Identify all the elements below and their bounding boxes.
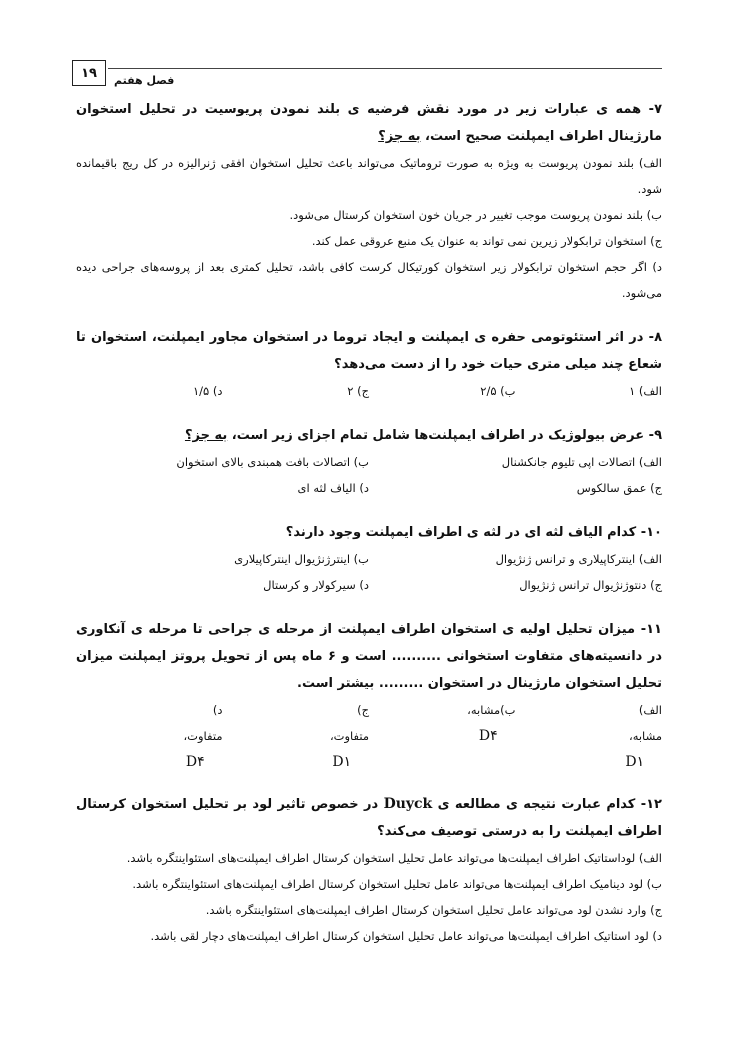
question-7-except: به جز؟: [378, 129, 421, 144]
chapter-title: فصل هفتم: [114, 74, 175, 87]
option-11b: [369, 697, 516, 775]
option-9a: الف) اتصالات اپی تلیوم جانکشنال: [501, 455, 662, 469]
option-9b: ب) اتصالات بافت همبندی بالای استخوان: [176, 455, 369, 469]
option-9c: ج) عمق سالکوس: [576, 481, 662, 495]
option-11c-code: D۱: [332, 754, 352, 770]
option-12d: د) لود استاتیک اطراف ایمپلنت‌ها می‌تواند عامل تحلیل استخوان کرستال اطراف ایمپلنت‌های دچار لقی باشد.: [150, 929, 662, 943]
question-9-except: به جز؟: [184, 428, 228, 443]
option-11c-label: ج) متفاوت،: [329, 703, 369, 743]
question-7: [76, 96, 662, 150]
option-7d: د) اگر حجم استخوان ترابکولار زیر استخوان کورتیکال کرست کافی باشد، تحلیل کمتری بعد از پروسه‌های جراحی دیده می‌شود.: [76, 260, 662, 300]
option-11b-label: ب)مشابه،: [467, 703, 516, 717]
page-number: ۱۹: [72, 60, 106, 86]
question-12-stem-a: ۱۲- کدام عبارت نتیجه ی مطالعه ی: [437, 797, 662, 812]
questions: [76, 96, 662, 949]
question-9: [76, 422, 662, 449]
option-8c: ج) ۲: [347, 384, 369, 398]
header-rule: [108, 68, 662, 69]
option-11d-code: D۴: [185, 754, 205, 770]
question-12-stem-b: در خصوص تاثیر لود بر تحلیل استخوان کرستال اطراف ایمپلنت را به درستی توصیف می‌کند؟: [76, 797, 662, 839]
question-12: [76, 791, 662, 845]
option-10b: ب) اینترژنژیوال اینترکاپیلاری: [234, 552, 369, 566]
option-11b-code: D۴: [478, 728, 498, 744]
question-10: ۱۰- کدام الیاف لثه ای در لثه ی اطراف ایمپلنت وجود دارند؟: [285, 525, 662, 540]
option-9d: د) الیاف لثه ای: [297, 481, 369, 495]
question-8: ۸- در اثر استئوتومی حفره ی ایمپلنت و ایجاد تروما در استخوان مجاور ایمپلنت، استخوان تا شعاع چند میلی متری حیات خود را از دست می‌دهد؟: [76, 330, 662, 372]
option-11d-label: د) متفاوت،: [183, 703, 223, 743]
option-11a: [516, 697, 663, 775]
option-10a: الف) اینترکاپیلاری و ترانس ژنژیوال: [495, 552, 662, 566]
question-11: ۱۱- میزان تحلیل اولیه ی استخوان اطراف ایمپلنت از مرحله ی جراحی تا مرحله ی آنکاوری در دانسیته‌های متفاوت استخوانی .......... است و ۶ ماه پس از تحویل پروتز ایمپلنت میزان تحلیل استخوان مارژینال در استخوان ......... بیشتر است.: [76, 622, 662, 691]
option-11a-label: الف) مشابه،: [628, 703, 662, 743]
option-7c: ج) استخوان ترابکولار زیرین نمی تواند به عنوان یک منبع عروقی عمل کند.: [311, 234, 662, 248]
options-10: [76, 546, 662, 598]
options-8: [76, 378, 662, 404]
option-12c: ج) وارد نشدن لود می‌تواند عامل تحلیل استخوان کرستال اطراف ایمپلنت‌های استئواینتگره باشد.: [205, 903, 662, 917]
option-8d: د) ۱/۵: [193, 384, 223, 398]
question-7-stem: ۷- همه ی عبارات زیر در مورد نقش فرضیه ی بلند نمودن پریوسیت در تحلیل استخوان مارژینال اطراف ایمپلنت صحیح است،: [76, 102, 662, 144]
option-7a: الف) بلند نمودن پریوست به ویژه به صورت تروماتیک می‌تواند باعث تحلیل استخوان افقی ژنرالیزه در کل ریج باقیمانده شود.: [76, 156, 662, 196]
option-11c: [223, 697, 370, 775]
option-12b: ب) لود دینامیک اطراف ایمپلنت‌ها می‌تواند عامل تحلیل استخوان کرستال اطراف ایمپلنت‌های استئواینتگره باشد.: [132, 877, 662, 891]
option-10d: د) سیرکولار و کرستال: [263, 578, 369, 592]
option-12a: الف) لوداستاتیک اطراف ایمپلنت‌ها می‌تواند عامل تحلیل استخوان کرستال اطراف ایمپلنت‌های استئواینتگره باشد.: [126, 851, 662, 865]
option-7b: ب) بلند نمودن پریوست موجب تغییر در جریان خون استخوان کرستال می‌شود.: [289, 208, 662, 222]
question-9-stem: ۹- عرض بیولوژیک در اطراف ایمپلنت‌ها شامل تمام اجزای زیر است،: [231, 428, 662, 443]
option-8b: ب) ۲/۵: [480, 384, 516, 398]
page-header: [72, 58, 662, 92]
option-11a-code: D۱: [625, 754, 645, 770]
options-9: [76, 449, 662, 501]
option-8a: الف) ۱: [629, 384, 662, 398]
option-10c: ج) دنتوژنژیوال ترانس ژنژیوال: [519, 578, 662, 592]
option-11d: [76, 697, 223, 775]
options-11: [76, 697, 662, 775]
question-12-author: Duyck: [383, 796, 433, 812]
